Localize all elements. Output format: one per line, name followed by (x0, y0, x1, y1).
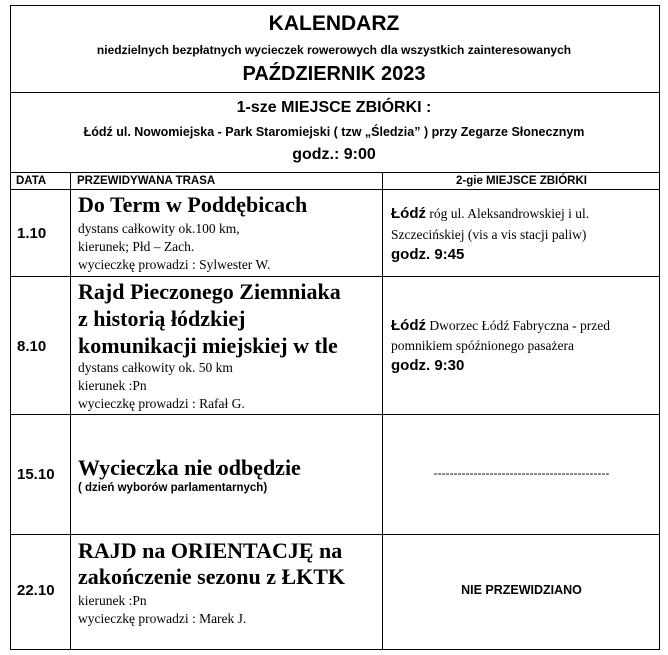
row-3-note: ( dzień wyborów parlamentarnych) (78, 482, 268, 494)
row-3-second-dashes: -------------------------------------------- (433, 466, 610, 480)
row-2-second-city: Łódź (391, 317, 426, 334)
row-1-detail-2: kierunek; Płd – Zach. (78, 239, 195, 254)
month-title: PAŹDZIERNIK 2023 (242, 63, 426, 85)
row-2-date: 8.10 (17, 338, 47, 355)
row-1-detail-1: dystans całkowity ok.100 km, (78, 221, 240, 236)
meeting-title: 1-sze MIEJSCE ZBIÓRKI : (236, 99, 432, 116)
row-1-second-time: godz. 9:45 (391, 246, 465, 263)
page-subtitle: niedzielnych bezpłatnych wycieczek rowerowych dla wszystkich zainteresowanych (96, 43, 572, 57)
divider-meeting (10, 172, 660, 173)
column-header-route: PRZEWIDYWANA TRASA (77, 175, 216, 187)
row-4-detail-1: kierunek :Pn (78, 593, 147, 608)
row-2-detail-3: wycieczkę prowadzi : Rafał G. (78, 396, 245, 411)
divider-columns (10, 189, 660, 190)
row-3-date: 15.10 (17, 466, 55, 483)
row-4-detail-2: wycieczkę prowadzi : Marek J. (78, 611, 247, 626)
row-4-title-1: RAJD na ORIENTACJĘ na (78, 538, 343, 563)
row-2-detail-2: kierunek :Pn (78, 378, 147, 393)
row-4-date: 22.10 (17, 582, 55, 599)
meeting-place: Łódź ul. Nowomiejska - Park Staromiejski ( tzw „Śledzia” ) przy Zegarze Słonecznym (83, 125, 585, 139)
row-2-second-address-2: pomnikiem spóźnionego pasażera (391, 338, 574, 353)
row-1-date: 1.10 (17, 225, 47, 242)
row-1-second-address-1: róg ul. Aleksandrowskiej i ul. (426, 206, 590, 221)
col-line-2 (382, 172, 383, 650)
divider-row-3 (10, 534, 660, 535)
row-2-second-line-1 (391, 317, 610, 335)
divider-row-2 (10, 414, 660, 415)
col-line-1 (70, 172, 71, 650)
column-header-date: DATA (16, 175, 47, 187)
row-1-second-address-2: Szczecińskiej (vis a vis stacji paliw) (391, 227, 587, 242)
meeting-time: godz.: 9:00 (292, 146, 376, 163)
row-1-detail-3: wycieczkę prowadzi : Sylwester W. (78, 257, 271, 272)
row-1-title: Do Term w Poddębicach (78, 192, 308, 217)
row-4-second-text: NIE PRZEWIDZIANO (461, 583, 582, 597)
row-2-title-2: z historią łódzkiej (78, 306, 246, 331)
row-1-second-city: Łódź (391, 205, 426, 222)
row-2-second-address-1: Dworzec Łódź Fabryczna - przed (426, 318, 611, 333)
row-4-title-2: zakończenie sezonu z ŁKTK (78, 564, 346, 589)
divider-row-1 (10, 276, 660, 277)
row-2-detail-1: dystans całkowity ok. 50 km (78, 360, 233, 375)
row-3-title: Wycieczka nie odbędzie (78, 455, 301, 480)
row-2-title-3: komunikacji miejskiej w tle (78, 333, 338, 358)
row-2-title-1: Rajd Pieczonego Ziemniaka (78, 279, 341, 304)
row-1-second-line-1 (391, 205, 589, 223)
row-2-second-time: godz. 9:30 (391, 357, 465, 374)
divider-header (10, 92, 660, 93)
page-title: KALENDARZ (268, 12, 400, 35)
column-header-second-meeting: 2-gie MIEJSCE ZBIÓRKI (456, 175, 587, 187)
